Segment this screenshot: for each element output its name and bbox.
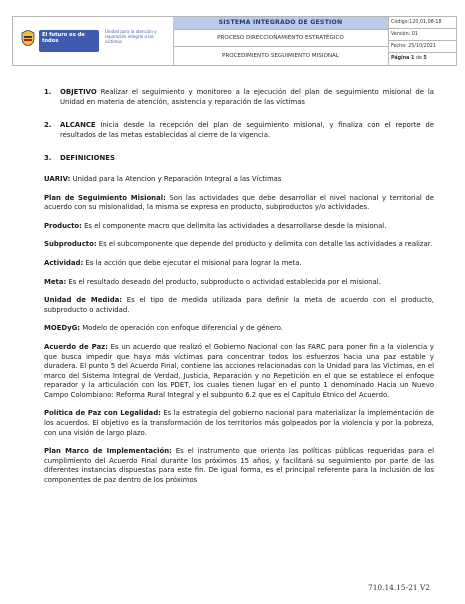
definition-item <box>44 324 434 334</box>
process-name: PROCESO DIRECCIONAMIENTO ESTRATÉGICO <box>173 30 388 47</box>
definition-item <box>44 343 434 401</box>
definition-term: Política de Paz con Legalidad: <box>44 409 161 418</box>
definition-text: Es el tipo de medida utilizada para definir la meta de acuerdo con el producto, subproducto o actividad. <box>44 296 434 314</box>
definition-text: Son las actividades que debe desarrollar el nivel nacional y territorial de acuerdo con su misionalidad, la misma se expresa en producto, subproductos y/o actividades. <box>44 193 434 212</box>
definition-term: MOEDyG: <box>44 324 81 333</box>
procedure-name: PROCEDIMIENTO SEGUIMIENTO MISIONAL <box>221 53 339 59</box>
document-meta <box>388 17 457 65</box>
definition-term: Plan Marco de Implementación: <box>44 447 172 456</box>
definition-text: Es el subcomponente que depende del producto y delimita con detalle las actividades a realizar. <box>96 240 433 249</box>
definition-term: Producto: <box>44 221 82 230</box>
colombia-seal-icon <box>21 30 35 46</box>
logo-brand: El futuro es de todos <box>39 30 99 52</box>
document-header <box>12 16 457 66</box>
definition-text: Modelo de operación con enfoque diferencial y de género. <box>80 324 284 333</box>
document-date: Fecha: 25/10/2021 <box>388 41 457 53</box>
header-title-block <box>173 17 389 65</box>
document-body <box>44 88 434 495</box>
definitions-list <box>44 175 434 486</box>
section-title: OBJETIVO <box>60 88 97 96</box>
definition-text: Es la estrategia del gobierno nacional para materializar la implementación de los acuerdos. El objetivo es la transformación de los territorios más golpeados por la violencia y por la pobreza, con una visión de largo plazo. <box>44 409 434 437</box>
definition-item <box>44 240 434 250</box>
definition-item <box>44 259 434 269</box>
definition-term: Acuerdo de Paz: <box>44 342 108 351</box>
definition-term: Meta: <box>44 277 67 286</box>
definition-text: Es el instrumento que orienta las políticas públicas requeridas para el cumplimiento del Acuerdo Final durante los próximos 15 años, y facilitará su seguimiento por parte de las diferentes instancias dispuestas para este fin. De igual forma, es el principal referente para la inclusión de los componentes de paz dentro de los próximos <box>44 447 435 485</box>
section-title: ALCANCE <box>60 121 96 130</box>
definition-item <box>44 296 434 315</box>
document-code: Código:120,01,08-18 <box>388 17 457 29</box>
section-definiciones: 3. DEFINICIONES <box>44 154 115 163</box>
system-title: SISTEMA INTEGRADO DE GESTION <box>173 17 388 30</box>
definition-term: Subproducto: <box>44 240 97 249</box>
footer-document-code: 710.14.15-21 V2 <box>368 583 430 592</box>
section-alcance: 2. ALCANCE Inicia desde la recepción del plan de seguimiento misional, y finaliza con el reporte de resultados de las metas establecidas al cierre de la vigencia. <box>44 121 434 139</box>
definition-text: Es el componente macro que delimita las actividades a desarrollarse desde la misional. <box>81 221 387 230</box>
definition-item <box>44 194 434 213</box>
definition-item <box>44 447 434 485</box>
definition-term: Actividad: <box>44 258 84 267</box>
section-objetivo: 1. OBJETIVO Realizar el seguimiento y monitoreo a la ejecución del plan de seguimiento misional de la Unidad en materia de atención, asistencia y reparación de las víctimas <box>44 88 434 106</box>
logo-unit-text: Unidad para la atención y reparación integral a las víctimas <box>105 29 157 44</box>
definition-item <box>44 278 434 288</box>
section-text: Realizar el seguimiento y monitoreo a la ejecución del plan de seguimiento misional de la Unidad en materia de atención, asistencia y reparación de las víctimas <box>60 88 434 106</box>
definition-term: Unidad de Medida: <box>44 296 123 305</box>
definition-term: Plan de Seguimiento Misional: <box>44 193 166 202</box>
section-text: Inicia desde la recepción del plan de seguimiento misional, y finaliza con el reporte de resultados de las metas establecidas al cierre de la vigencia. <box>60 121 434 139</box>
definition-item <box>44 175 434 185</box>
definition-text: Es un acuerdo que realizó el Gobierno Nacional con las FARC para poner fin a la violencia y que busca impedir que haya más víctimas para concentrar todos los esfuerzos hacia una paz estable y duradera. El punto 5 del Acuerdo Final, contiene las acciones relacionadas con la Unidad para las Víctimas, en el marco del Sistema Integral de Verdad, Justicia, Reparación y no Repetición en el que se establece el enfoque reparador y la articulación con los PDET, los cuales tienen lugar en el punto 1 denominado Hacia un Nuevo Campo Colombiano: Reforma Rural Integral y el subpunto 6.2 que es el Capítulo Étnico del Acuerdo. <box>44 342 434 399</box>
definition-text: Unidad para la Atencion y Reparación Integral a las Víctimas <box>70 174 282 183</box>
document-version: Versión: 01 <box>388 29 457 41</box>
logo-cell <box>13 17 174 65</box>
definition-item <box>44 409 434 438</box>
definition-text: Es el resultado deseado del producto, subproducto o actividad establecida por el misional. <box>66 277 381 286</box>
definition-text: Es la acción que debe ejecutar el misional para lograr la meta. <box>83 258 302 267</box>
definition-item <box>44 222 434 232</box>
definition-term: UARIV: <box>44 174 71 183</box>
page-indicator: Página 1 de 5 <box>391 56 427 61</box>
